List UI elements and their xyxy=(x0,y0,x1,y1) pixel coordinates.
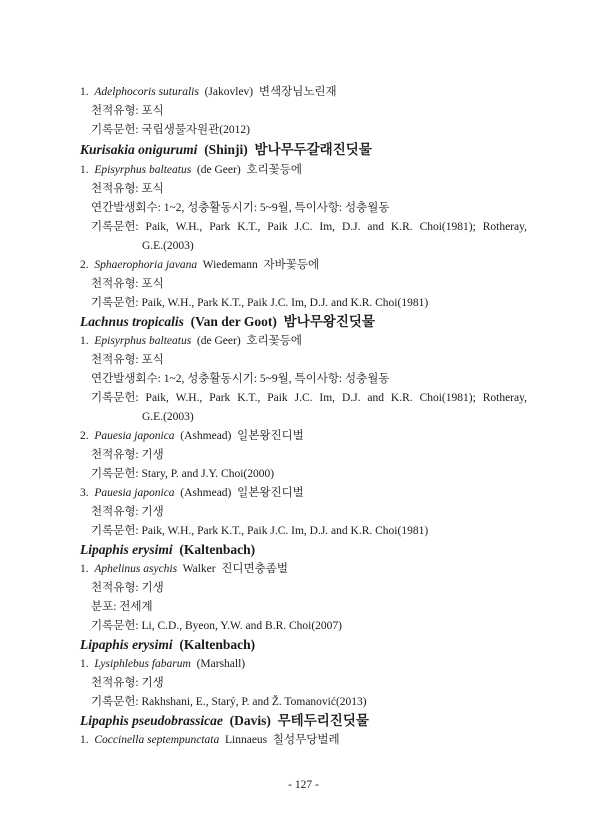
enemy-entry-title: 1. Lysiphlebus fabarum (Marshall) xyxy=(80,658,246,670)
entry-detail: G.E.(2003) xyxy=(142,411,194,423)
entry-detail: 기록문헌: Li, C.D., Byeon, Y.W. and B.R. Choi(2007) xyxy=(91,620,343,632)
entry-detail: 연간발생회수: 1~2, 성충활동시기: 5~9월, 특이사항: 성충월동 xyxy=(91,373,390,385)
entry-detail: 분포: 전세계 xyxy=(91,601,153,613)
enemy-entry-title: 1. Adelphocoris suturalis (Jakovlev) 변색장님노린재 xyxy=(80,86,337,98)
aphid-species-header: Lipaphis erysimi (Kaltenbach) xyxy=(80,542,256,557)
entry-detail: G.E.(2003) xyxy=(142,240,194,252)
entry-detail: 천적유형: 포식 xyxy=(91,354,164,366)
enemy-entry-title: 1. Episyrphus balteatus (de Geer) 호리꽃등에 xyxy=(80,335,302,347)
entry-detail: 기록문헌: Paik, W.H., Park K.T., Paik J.C. Im, D.J. and K.R. Choi(1981); Rotheray, xyxy=(91,392,527,404)
enemy-entry-title: 1. Aphelinus asychis Walker 진디면충좀벌 xyxy=(80,563,288,575)
entry-detail: 연간발생회수: 1~2, 성충활동시기: 5~9월, 특이사항: 성충월동 xyxy=(91,202,390,214)
entry-detail: 천적유형: 포식 xyxy=(91,105,164,117)
entry-detail: 천적유형: 기생 xyxy=(91,449,164,461)
enemy-entry-title: 1. Coccinella septempunctata Linnaeus 칠성무당벌레 xyxy=(80,734,340,746)
entry-detail: 천적유형: 기생 xyxy=(91,582,164,594)
entry-detail: 천적유형: 포식 xyxy=(91,183,164,195)
entry-detail: 기록문헌: 국립생물자원관(2012) xyxy=(91,124,250,136)
aphid-species-header: Kurisakia onigurumi (Shinji) 밤나무두갈래진딧물 xyxy=(80,142,372,157)
entry-detail: 기록문헌: Stary, P. and J.Y. Choi(2000) xyxy=(91,468,275,480)
entry-detail: 천적유형: 기생 xyxy=(91,506,164,518)
aphid-species-header: Lipaphis pseudobrassicae (Davis) 무테두리진딧물 xyxy=(80,713,369,728)
entry-detail: 기록문헌: Paik, W.H., Park K.T., Paik J.C. Im, D.J. and K.R. Choi(1981); Rotheray, xyxy=(91,221,527,233)
enemy-entry-title: 1. Episyrphus balteatus (de Geer) 호리꽃등에 xyxy=(80,164,302,176)
aphid-species-header: Lachnus tropicalis (Van der Goot) 밤나무왕진딧물 xyxy=(80,314,375,329)
entry-detail: 기록문헌: Rakhshani, E., Starý, P. and Ž. Tomanović(2013) xyxy=(91,696,367,708)
entry-detail: 천적유형: 기생 xyxy=(91,677,164,689)
enemy-entry-title: 2. Sphaerophoria javana Wiedemann 자바꽃등에 xyxy=(80,259,320,271)
entry-detail: 천적유형: 포식 xyxy=(91,278,164,290)
aphid-species-header: Lipaphis erysimi (Kaltenbach) xyxy=(80,637,256,652)
entry-detail: 기록문헌: Paik, W.H., Park K.T., Paik J.C. Im, D.J. and K.R. Choi(1981) xyxy=(91,297,429,309)
entry-detail: 기록문헌: Paik, W.H., Park K.T., Paik J.C. Im, D.J. and K.R. Choi(1981) xyxy=(91,525,429,537)
page-number: - 127 - xyxy=(288,779,319,791)
enemy-entry-title: 3. Pauesia japonica (Ashmead) 일본왕진디벌 xyxy=(80,487,304,499)
enemy-entry-title: 2. Pauesia japonica (Ashmead) 일본왕진디벌 xyxy=(80,430,304,442)
